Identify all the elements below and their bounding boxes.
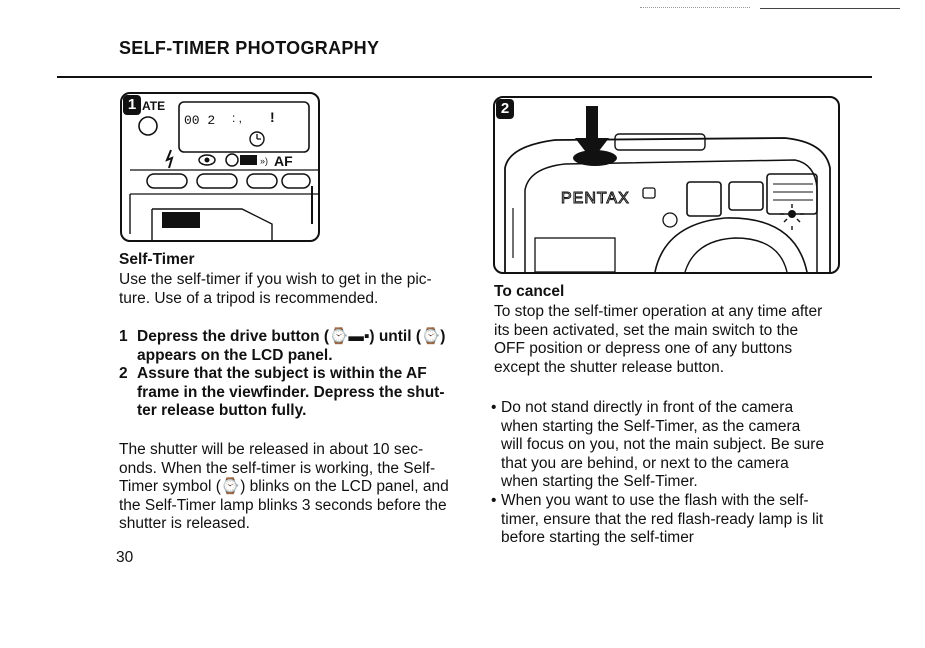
lcd-digits: 00 2 bbox=[184, 113, 216, 128]
paragraph-line: Timer symbol (⌚) blinks on the LCD panel, and bbox=[119, 478, 449, 496]
figure-lcd-panel bbox=[120, 92, 320, 242]
bullet-line: when starting the Self-Timer, as the camera bbox=[501, 417, 801, 435]
bullet-item bbox=[491, 399, 833, 492]
mode-dial-icon bbox=[139, 117, 157, 135]
step-line: appears on the LCD panel. bbox=[137, 346, 333, 364]
svg-text:!: ! bbox=[270, 109, 275, 125]
bullet-item bbox=[491, 492, 833, 548]
bullet-line: will focus on you, not the main subject. Be sure bbox=[501, 436, 825, 454]
self-timer-intro bbox=[119, 271, 459, 308]
bullet-mark: • bbox=[491, 491, 497, 509]
bullet-line: When you want to use the flash with the self- bbox=[501, 491, 809, 509]
page-number: 30 bbox=[116, 549, 134, 566]
bullet-mark: • bbox=[491, 399, 497, 416]
camera-button-3 bbox=[247, 174, 277, 188]
lcd-af-label: AF bbox=[274, 153, 293, 169]
step-item bbox=[119, 328, 459, 365]
paragraph-line: the Self-Timer lamp blinks 3 seconds before the bbox=[119, 496, 447, 514]
step-item bbox=[119, 365, 459, 421]
bullet-line: Do not stand directly in front of the camera bbox=[501, 399, 794, 416]
camera-button-2 bbox=[197, 174, 237, 188]
brand-logo: PENTAX bbox=[561, 190, 630, 207]
lcd-ate-label: ATE bbox=[142, 99, 166, 113]
bullet-line: before starting the self-timer bbox=[501, 529, 694, 547]
step-line: frame in the viewfinder. Depress the shut- bbox=[137, 383, 445, 401]
press-arrow-shaft bbox=[586, 106, 598, 140]
top-right-line bbox=[760, 8, 900, 9]
camera-button-1 bbox=[147, 174, 187, 188]
cancel-line: To stop the self-timer operation at any time after bbox=[494, 303, 823, 320]
figure-1-step-number: 1 bbox=[123, 95, 141, 115]
self-timer-heading: Self-Timer bbox=[119, 251, 195, 268]
step-line: Assure that the subject is within the AF bbox=[137, 365, 427, 383]
drive-icon bbox=[240, 155, 257, 165]
steps-list bbox=[119, 328, 459, 421]
paragraph-line: onds. When the self-timer is working, the Self- bbox=[119, 459, 436, 477]
paragraph-line: shutter is released. bbox=[119, 515, 250, 533]
intro-line: Use the self-timer if you wish to get in the pic- bbox=[119, 271, 432, 288]
paragraph-line: The shutter will be released in about 10 sec- bbox=[119, 441, 424, 458]
bullet-line: that you are behind, or next to the camera bbox=[501, 454, 789, 472]
cancel-line: OFF position or depress one of any buttons bbox=[494, 340, 793, 358]
bullet-line: timer, ensure that the red flash-ready lamp is lit bbox=[501, 510, 824, 528]
svg-text:: ,: : , bbox=[232, 111, 243, 125]
bullet-line: when starting the Self-Timer. bbox=[501, 473, 698, 491]
figure-2-step-number: 2 bbox=[496, 99, 514, 119]
flash-icon bbox=[167, 150, 172, 168]
step-number: 1 bbox=[119, 328, 128, 345]
shutter-paragraph bbox=[119, 441, 459, 534]
cancel-line: its been activated, set the main switch to the bbox=[494, 321, 799, 339]
intro-line: ture. Use of a tripod is recommended. bbox=[119, 289, 379, 307]
cancel-paragraph bbox=[494, 303, 836, 377]
viewfinder-window bbox=[687, 182, 721, 216]
camera-drawing bbox=[495, 98, 838, 272]
figure-camera-shutter bbox=[493, 96, 840, 274]
title-rule bbox=[57, 76, 872, 78]
camera-button-4 bbox=[282, 174, 310, 188]
cancel-line: except the shutter release button. bbox=[494, 358, 725, 376]
self-timer-lamp bbox=[788, 210, 796, 218]
step-line: ter release button fully. bbox=[137, 402, 307, 420]
step-line: Depress the drive button (⌚▬▪) until (⌚) bbox=[137, 328, 446, 345]
page-title: SELF-TIMER PHOTOGRAPHY bbox=[119, 38, 380, 58]
step-number: 2 bbox=[119, 365, 128, 383]
lcd-panel-drawing bbox=[122, 94, 318, 240]
svg-text:»): ») bbox=[260, 156, 269, 166]
top-dotted-line bbox=[640, 7, 750, 8]
cancel-heading: To cancel bbox=[494, 283, 565, 300]
self-timer-icon bbox=[226, 154, 238, 166]
warning-bullets bbox=[491, 399, 833, 548]
